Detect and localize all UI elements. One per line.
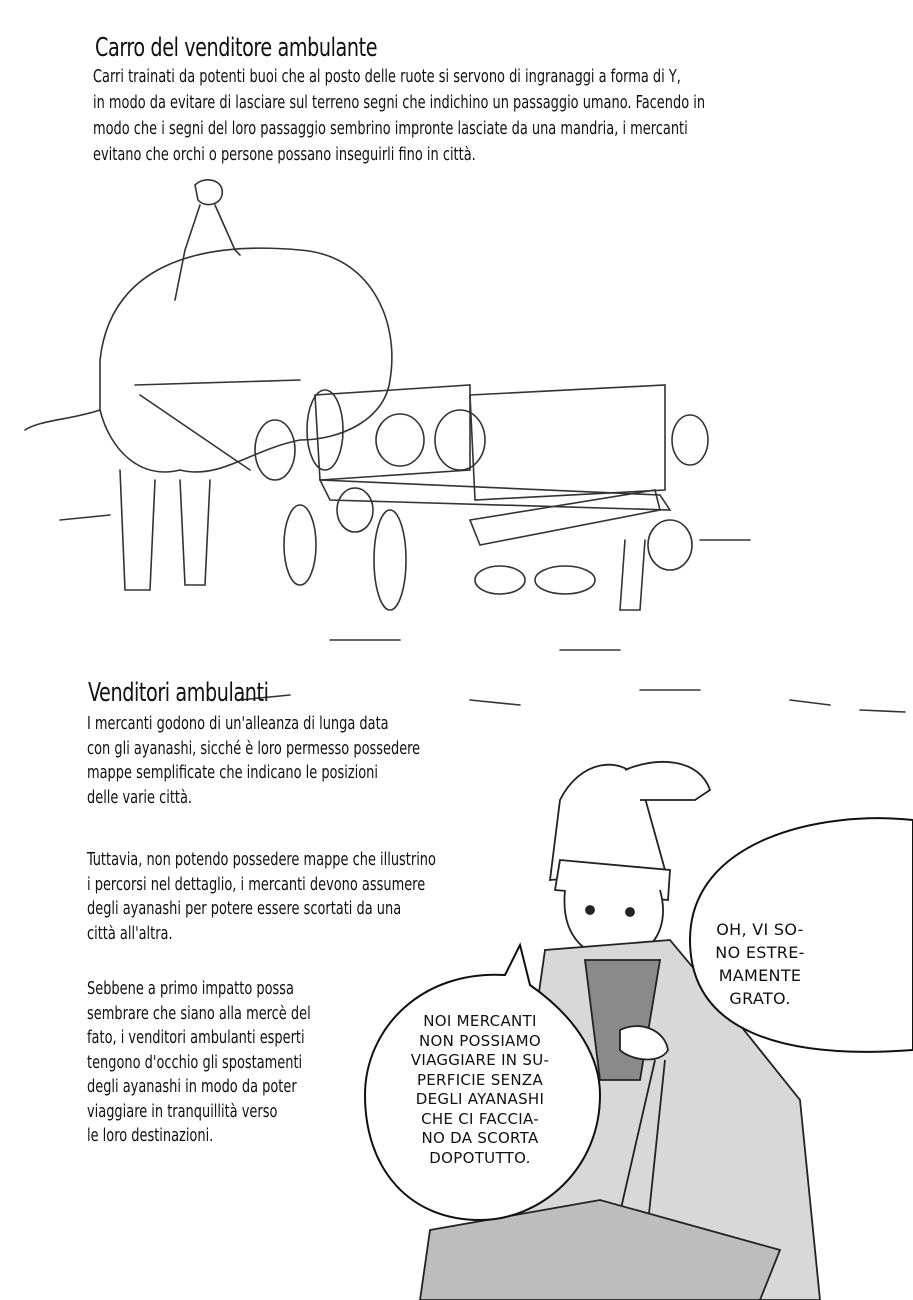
text-line: le loro destinazioni.	[87, 1125, 214, 1146]
text-line: sembrare che siano alla mercè del	[87, 1002, 311, 1024]
cart-description	[93, 66, 705, 170]
bubble-line: PERFICIE SENZA	[416, 1070, 544, 1089]
text-line: viaggiare in tranquillità verso	[87, 1100, 278, 1122]
text-line: evitano che orchi o persone possano inseguirli fino in città.	[93, 144, 476, 165]
bubble-line: OH, VI SO-	[716, 920, 804, 939]
ox-cart-illustration	[25, 180, 905, 712]
bubble-line: VIAGGIARE IN SU-	[410, 1051, 550, 1069]
speech-text-left	[385, 1012, 575, 1168]
bubble-line: NOI MERCANTI	[423, 1012, 537, 1030]
merchants-paragraph-2	[87, 849, 436, 947]
text-line: con gli ayanashi, sicché è loro permesso possedere	[87, 737, 421, 759]
text-line: mappe semplificate che indicano le posizioni	[87, 762, 378, 783]
text-line: degli ayanashi per potere essere scortati da una	[87, 898, 402, 919]
text-line: tengono d'occhio gli spostamenti	[87, 1051, 303, 1073]
text-line: città all'altra.	[87, 922, 173, 944]
bubble-line: CHE CI FACCIA-	[421, 1109, 539, 1128]
text-line: delle varie città.	[87, 786, 193, 808]
speech-text-right	[690, 918, 830, 1010]
bubble-line: DEGLI AYANASHI	[415, 1090, 545, 1108]
bubble-line: DOPOTUTTO.	[429, 1148, 531, 1167]
bubble-line: NO DA SCORTA	[421, 1129, 539, 1147]
bubble-line: NON POSSIAMO	[419, 1031, 541, 1050]
text-line: degli ayanashi in modo da poter	[87, 1076, 297, 1097]
text-line: Tuttavia, non potendo possedere mappe che illustrino	[87, 849, 436, 870]
bubble-line: NO ESTRE-	[715, 943, 805, 962]
merchants-paragraph-3	[87, 978, 311, 1150]
section-title-merchants: Venditori ambulanti	[88, 678, 269, 708]
text-line: i percorsi nel dettaglio, i mercanti devono assumere	[87, 873, 426, 895]
section-title-cart: Carro del venditore ambulante	[95, 33, 378, 63]
bubble-line: MAMENTE	[718, 966, 802, 985]
text-line: in modo da evitare di lasciare sul terreno segni che indichino un passaggio umano. Facendo in	[93, 92, 706, 113]
merchants-paragraph-1	[87, 713, 420, 811]
text-line: Carri trainati da potenti buoi che al posto delle ruote si servono di ingranaggi a forma di Y,	[93, 66, 681, 87]
bubble-line: GRATO.	[729, 989, 791, 1008]
text-line: Sebbene a primo impatto possa	[87, 978, 294, 999]
text-line: I mercanti godono di un'alleanza di lunga data	[87, 713, 389, 734]
text-line: fato, i venditori ambulanti esperti	[87, 1027, 305, 1048]
text-line: modo che i segni del loro passaggio sembrino impronte lasciate da una mandria, i mercanti	[93, 118, 688, 139]
